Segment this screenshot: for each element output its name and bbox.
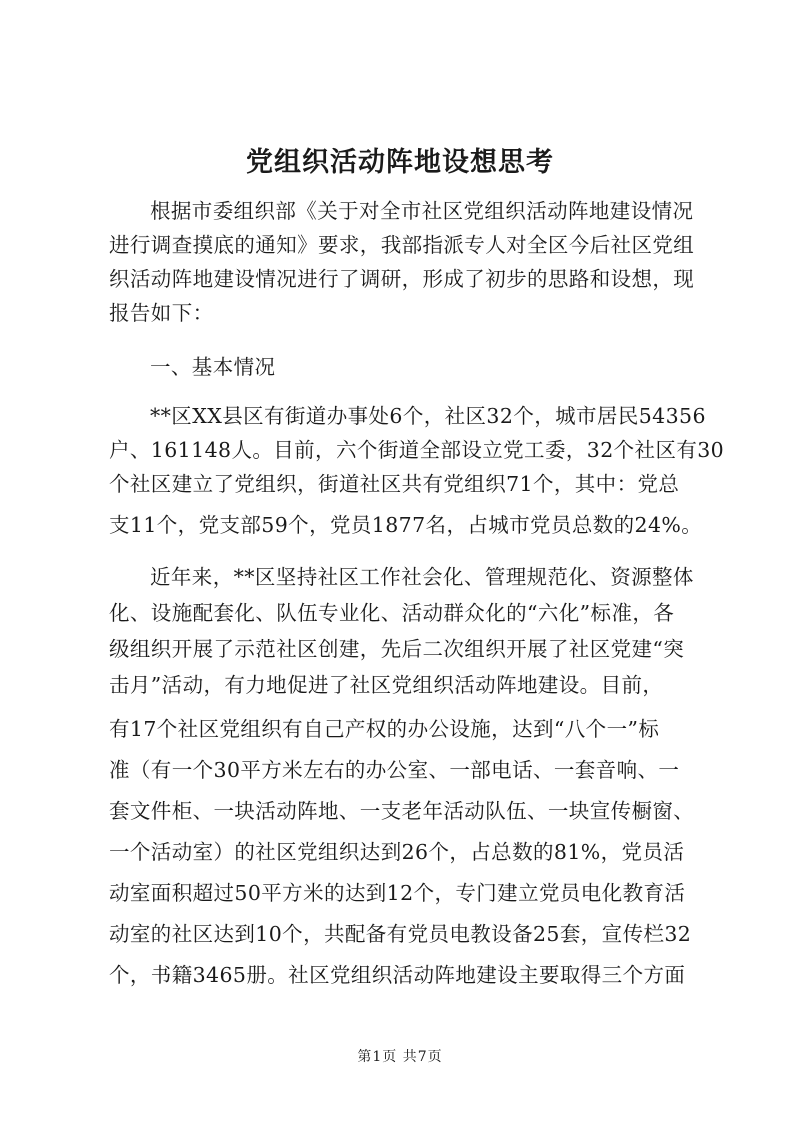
section-heading: 一、基本情况 <box>150 355 276 379</box>
paragraph-line: 支11个，党支部59个，党员1877名，占城市党员总数的24%。 <box>109 513 703 537</box>
paragraph-line: 动室的社区达到10个，共配备有党员电教设备25套，宣传栏32 <box>109 922 692 946</box>
page-title: 党组织活动阵地设想思考 <box>246 147 554 178</box>
paragraph-line: 个，书籍3465册。社区党组织活动阵地建设主要取得三个方面 <box>109 963 686 987</box>
paragraph-line: 级组织开展了示范社区创建，先后二次组织开展了社区党建“突 <box>109 637 685 661</box>
paragraph-line: **区XX县区有街道办事处6个，社区32个，城市居民54356 <box>150 404 706 428</box>
paragraph-line: 根据市委组织部《关于对全市社区党组织活动阵地建设情况 <box>150 199 694 223</box>
paragraph-line: 个社区建立了党组织，街道社区共有党组织71个，其中：党总 <box>109 472 680 496</box>
page-indicator: 第1页 共7页 <box>357 1049 443 1065</box>
paragraph-line: 报告如下： <box>109 301 214 325</box>
paragraph-line: 套文件柜、一块活动阵地、一支老年活动队伍、一块宣传橱窗、 <box>109 799 695 823</box>
paragraph-line: 动室面积超过50平方米的达到12个，专门建立党员电化教育活 <box>109 881 686 905</box>
paragraph-line: 织活动阵地建设情况进行了调研，形成了初步的思路和设想，现 <box>109 267 695 291</box>
paragraph-line: 进行调查摸底的通知》要求，我部指派专人对全区今后社区党组 <box>109 233 695 257</box>
paragraph-line: 击月”活动，有力地促进了社区党组织活动阵地建设。目前， <box>109 673 664 697</box>
paragraph-line: 户、161148人。目前，六个街道全部设立党工委，32个社区有30 <box>109 438 725 462</box>
paragraph-line: 一个活动室）的社区党组织达到26个，占总数的81%，党员活 <box>109 840 685 864</box>
paragraph-line: 化、设施配套化、队伍专业化、活动群众化的“六化”标准，各 <box>109 601 675 625</box>
paragraph-line: 有17个社区党组织有自己产权的办公设施，达到“八个一”标 <box>109 717 660 741</box>
paragraph-line: 近年来，**区坚持社区工作社会化、管理规范化、资源整体 <box>150 565 694 589</box>
paragraph-line: 准（有一个30平方米左右的办公室、一部电话、一套音响、一 <box>109 758 680 782</box>
